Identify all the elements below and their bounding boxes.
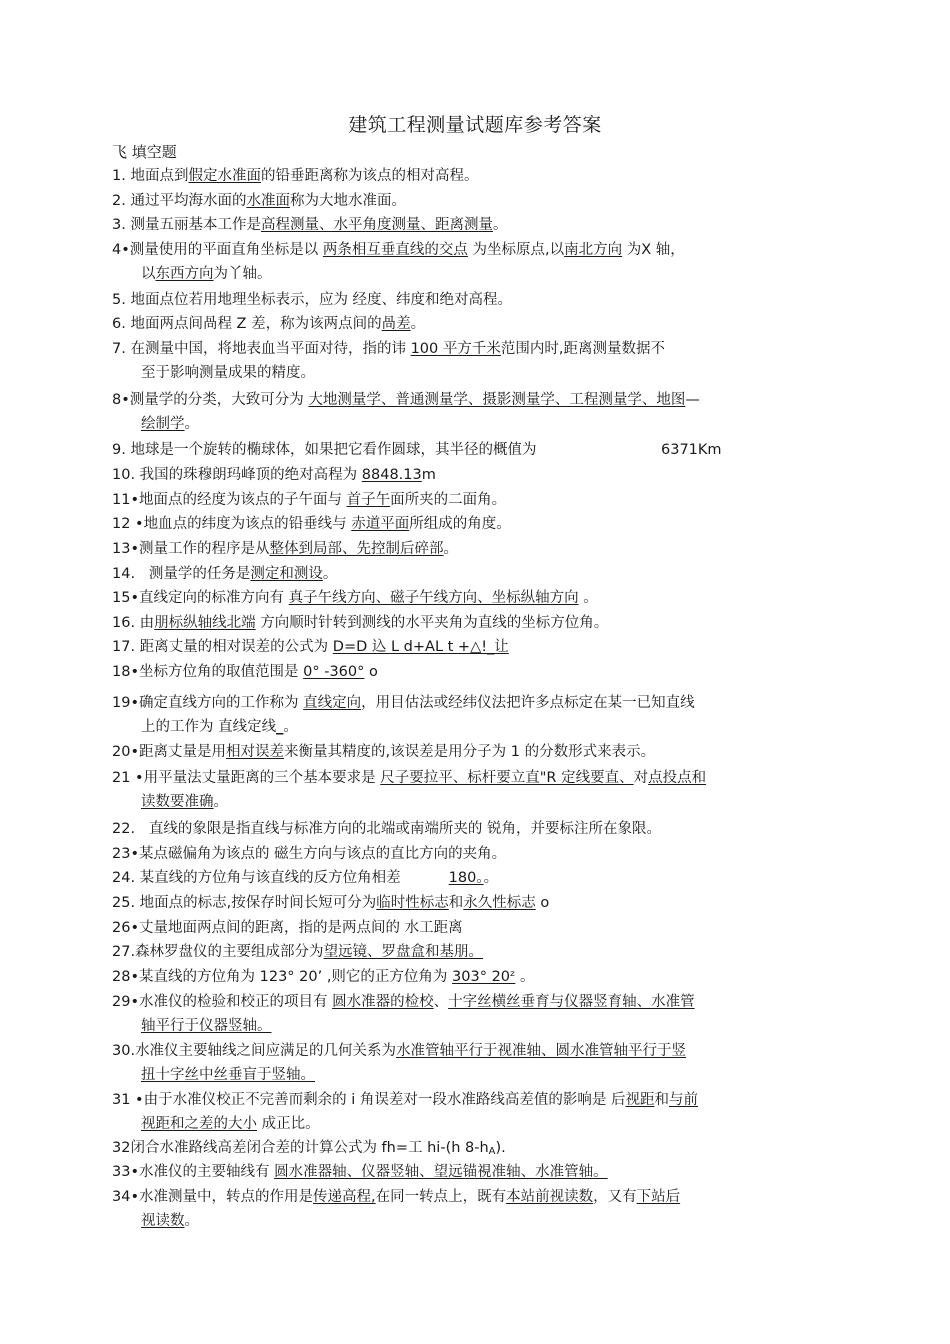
question-30: 30.水准仪主要轴线之间应满足的几何关系为水准管轴平行于视准轴、圆水准管轴平行于竖 扭十字丝中丝垂盲于竖轴。 bbox=[112, 1043, 687, 1083]
question-7: 7. 在测量中国，将地表血当平面对待，指的讳 100 平方千米范围内时,距离测量数据不 至于影响测量成果的精度。 bbox=[112, 341, 665, 381]
document-title: 建筑工程测量试题库参考答案 bbox=[348, 114, 602, 136]
question-15: 15•直线定向的标准方向有 真子午线方向、磁子午线方向、坐标纵轴方向 。 bbox=[112, 590, 598, 606]
question-1: 1. 地面点到假定水准面的铅垂距离称为该点的相对高程。 bbox=[112, 168, 479, 184]
question-10: 10. 我国的珠穆朗玛峰顶的绝对高程为 8848.13m bbox=[112, 467, 436, 483]
question-9: 9. 地球是一个旋转的椭球体，如果把它看作圆球，其半径的概值为 6371Km bbox=[112, 438, 762, 462]
question-6: 6. 地面两点间咼程 Z 差，称为该两点间的咼差。 bbox=[112, 316, 426, 332]
question-20: 20•距离丈量是用相对误差来衡量其精度的,该误差是用分子为 1 的分数形式来表示。 bbox=[112, 744, 656, 760]
question-14: 14. 测量学的任务是测定和测设。 bbox=[112, 566, 338, 582]
question-19: 19•确定直线方向的工作称为 直线定向，用目估法或经纬仪法把许多点标定在某一已知直线 上的工作为 直线定线_。 bbox=[112, 695, 695, 735]
question-24: 24. 某直线的方位角与该直线的反方位角相差 180。。 bbox=[112, 870, 499, 886]
question-25: 25. 地面点的标志,按保存时间长短可分为临时性标志和永久性标志 o bbox=[112, 895, 550, 911]
question-8: 8•测量学的分类，大致可分为 大地测量学、普通测量学、摄影测量学、工程测量学、地图— 绘制学。 bbox=[112, 392, 700, 432]
question-4: 4•测量使用的平面直角坐标是以 两条相互垂直线的交点 为坐标原点,以南北方向 为X 轴， 以东西方向为丫轴。 bbox=[112, 242, 685, 282]
question-13: 13•测量工作的程序是从整体到局部、先控制后碎部。 bbox=[112, 541, 459, 557]
question-32: 32闭合水准路线高差闭合差的计算公式为 fh=工 hi-(h $8-h_A$). bbox=[112, 1140, 506, 1157]
question-17: 17. 距离丈量的相对误差的公式为 D=D 込 L d+AL t +△!_让 bbox=[112, 639, 509, 655]
question-29: 29•水准仪的检验和校正的项目有 圆水准器的检校、十字丝横丝垂育与仪器竖育轴、水准管 轴平行于仪器竖轴。 bbox=[112, 994, 695, 1034]
question-22: 22. 直线的象限是指直线与标准方向的北端或南端所夹的 锐角，并要标注所在象限。 bbox=[112, 821, 661, 837]
question-12: 12 •地血点的纬度为该点的铅垂线与 赤道平面所组成的角度。 bbox=[112, 516, 511, 532]
question-2: 2. 通过平均海水面的水准面称为大地水准面。 bbox=[112, 193, 406, 209]
question-27: 27.森林罗盘仪的主要组成部分为望远镜、罗盘盒和基朋。 bbox=[112, 944, 484, 960]
question-3: 3. 测量五丽基本工作是高程测量、水平角度测量、距离测量。 bbox=[112, 217, 508, 233]
question-31: 31 •由于水准仪校正不完善而剩余的 i 角误差对一段水准路线高差值的影响是 后视距和与前 视距和之差的大小 成正比。 bbox=[112, 1092, 698, 1132]
question-5: 5. 地面点位若用地理坐标表示，应为 经度、纬度和绝对高程。 bbox=[112, 292, 513, 308]
question-23: 23•某点磁偏角为该点的 磁生方向与该点的直比方向的夹角。 bbox=[112, 846, 507, 862]
question-26: 26•丈量地面两点间的距离，指的是两点间的 水工距离 bbox=[112, 920, 463, 936]
question-21: 21 •用平量法丈量距离的三个基本要求是 尺子要拉平、标杆要立直"R 定线要直、对点投点和 读数要准确。 bbox=[112, 770, 707, 810]
section-heading: 飞 填空题 bbox=[112, 143, 177, 161]
question-18: 18•坐标方位角的取值范围是 0° -360° o bbox=[112, 664, 378, 680]
question-28: 28•某直线的方位角为 123° 20’ ,则它的正方位角为 303° 20ᶻ 。 bbox=[112, 969, 535, 985]
question-33: 33•水准仪的主要轴线有 圆水准器轴、仪器竖轴、望远锚視准轴、水准管轴。 bbox=[112, 1164, 608, 1180]
question-34: 34•水准测量中，转点的作用是传递高程,在同一转点上，既有本站前视读数，又有下站后 视读数。 bbox=[112, 1189, 681, 1229]
question-11: 11•地面点的经度为该点的子午面与 首子午面所夹的二面角。 bbox=[112, 492, 507, 508]
question-16: 16. 由朋标纵轴线北端 方向顺时针转到测线的水平夹角为直线的坐标方位角。 bbox=[112, 615, 609, 631]
earth-radius-value: 6371Km bbox=[661, 442, 722, 458]
